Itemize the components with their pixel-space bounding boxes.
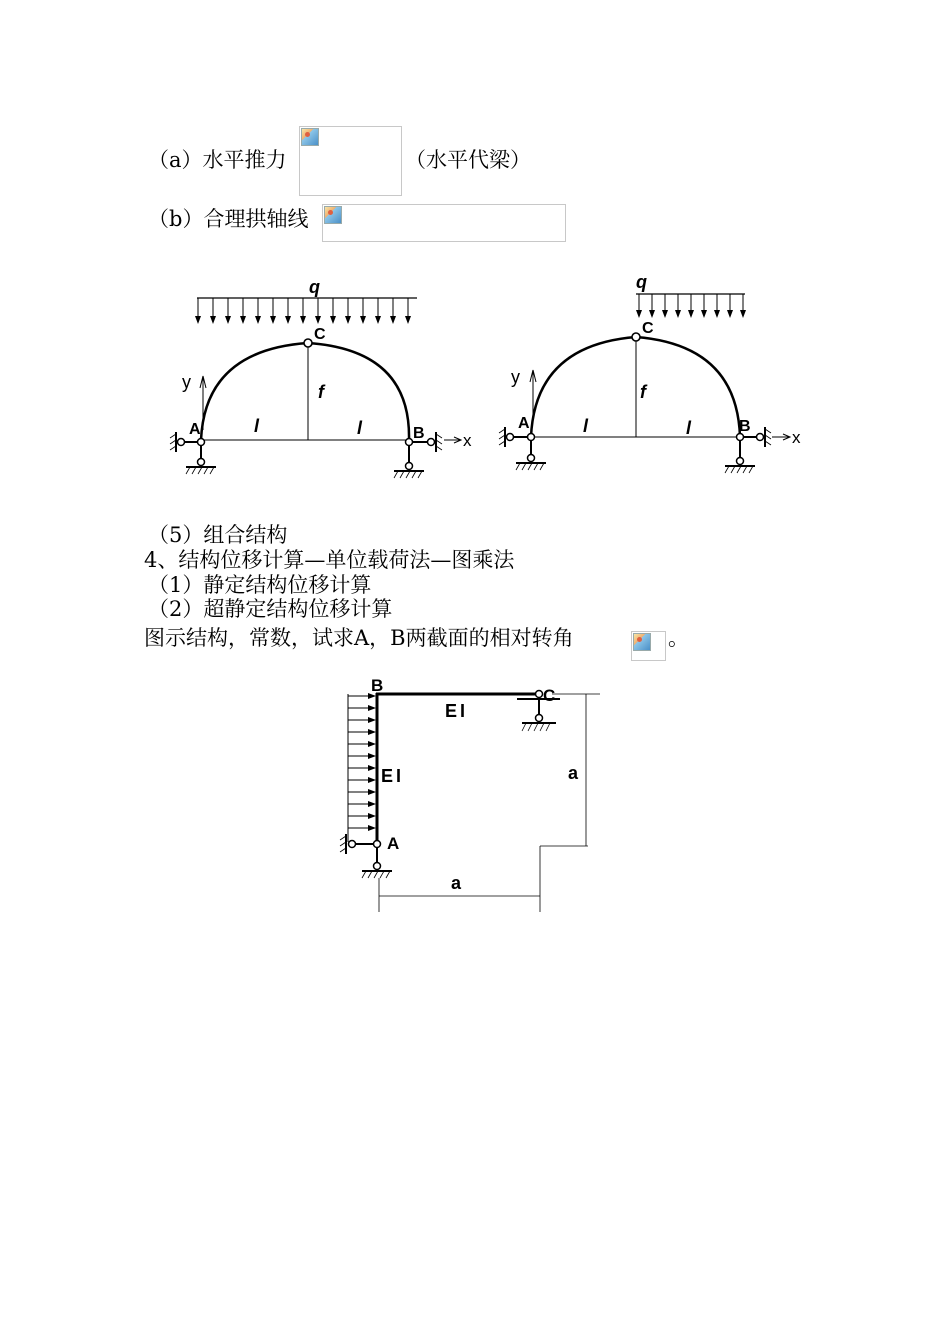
arch-right-f-label: f: [640, 382, 646, 402]
problem-suffix-wrap: [668, 626, 689, 650]
frame-b-label: B: [371, 676, 384, 695]
line-4-2: （2）超静定结构位移计算: [148, 597, 393, 621]
frame-c-label: C: [543, 686, 556, 705]
arch-left-a-label: A: [189, 421, 201, 438]
arch-left-l1-label: l: [254, 416, 260, 436]
line-4-1: （1）静定结构位移计算: [148, 573, 372, 597]
arch-right-x-label: x: [792, 428, 801, 447]
problem-suffix: 。: [668, 626, 689, 650]
problem-line: [144, 626, 574, 650]
line-a-suffix: （水平代梁）: [405, 148, 531, 172]
arch-right-l1-label: l: [583, 416, 589, 436]
arch-right-a-label: A: [518, 415, 530, 432]
arch-left-q-label: q: [309, 277, 320, 297]
frame-dim-h-label: a: [451, 873, 462, 893]
line-5: （5）组合结构: [148, 523, 288, 547]
arch-right-l2-label: l: [686, 418, 692, 438]
arch-left-x-label: x: [463, 431, 472, 450]
line-a-prefix: （a）水平推力: [148, 148, 287, 172]
broken-image-icon: [633, 633, 651, 651]
arch-diagrams: [0, 268, 950, 518]
frame-dim-v-label: a: [568, 763, 579, 783]
arch-right-b-label: B: [739, 418, 751, 435]
line-4: 4、结构位移计算—单位载荷法—图乘法: [144, 548, 515, 572]
arch-left-y-label: y: [182, 372, 191, 392]
arch-right: [499, 272, 801, 473]
broken-image-icon: [324, 206, 342, 224]
arch-left-l2-label: l: [357, 418, 363, 438]
line-b-prefix: （b）合理拱轴线: [148, 207, 309, 231]
formula-image-placeholder-angle: [631, 631, 666, 661]
arch-left-f-label: f: [318, 382, 324, 402]
arch-left-b-label: B: [413, 425, 425, 442]
frame-a-label: A: [387, 834, 400, 853]
frame-ei-top-label: EI: [445, 701, 469, 721]
arch-right-q-label: q: [636, 272, 647, 292]
arch-left: [170, 277, 472, 478]
arch-right-y-label: y: [511, 367, 520, 387]
broken-image-icon: [301, 128, 319, 146]
frame-ei-left-label: EI: [381, 766, 405, 786]
arch-left-c-label: C: [314, 326, 326, 343]
arch-right-c-label: C: [642, 320, 654, 337]
frame-diagram: [0, 668, 950, 928]
formula-image-placeholder-b: [322, 204, 566, 242]
formula-image-placeholder: [299, 126, 402, 196]
line-a: [148, 148, 287, 172]
line-b: [148, 207, 308, 231]
problem-prefix: 图示结构，常数，试求A，B两截面的相对转角: [144, 626, 574, 650]
line-a-suffix-wrap: [405, 148, 531, 172]
